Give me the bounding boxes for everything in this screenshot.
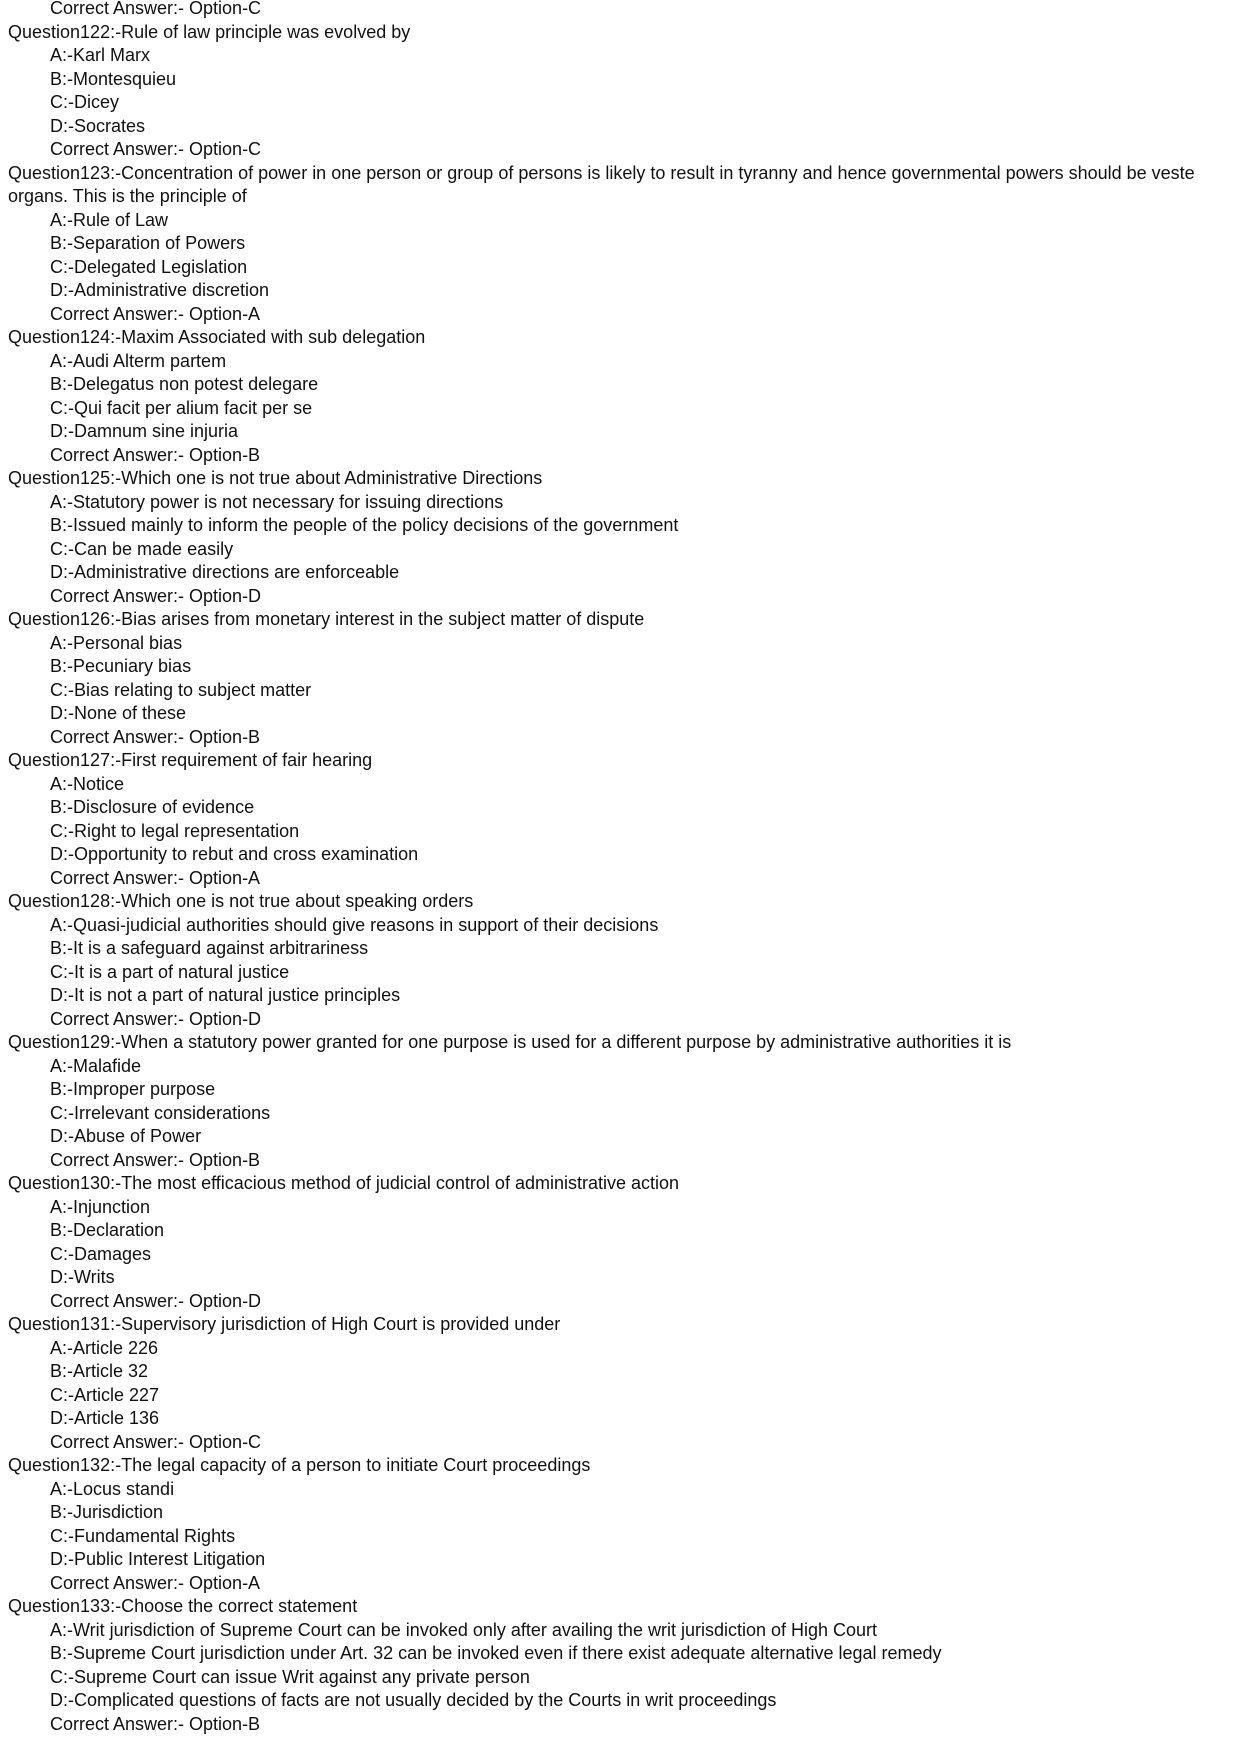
question-text: [8, 1313, 1240, 1337]
question-block: [8, 1031, 1240, 1172]
correct-answer: Correct Answer:- Option-B: [50, 1713, 261, 1734]
option-a: A:-Statutory power is not necessary for issuing directions: [50, 491, 504, 512]
option-c: C:-Damages: [50, 1243, 152, 1264]
option-c: C:-Dicey: [50, 92, 120, 112]
option-b: B:-Delegatus non potest delegare: [50, 374, 319, 394]
question-text: [8, 326, 1240, 350]
option-a: A:-Injunction: [50, 1196, 151, 1217]
question-text: [8, 749, 1240, 773]
question-number: Question133:-: [8, 1596, 122, 1616]
question-number: Question126:-: [8, 609, 122, 629]
question-text: [8, 1031, 1240, 1055]
question-number: Question125:-: [8, 468, 122, 488]
question-number: Question128:-: [8, 891, 122, 911]
question-block: [8, 890, 1240, 1031]
option-a: A:-Quasi-judicial authorities should give reasons in support of their decisions: [50, 914, 659, 935]
option-a: A:-Locus standi: [50, 1478, 175, 1499]
option-d: D:-None of these: [50, 703, 187, 723]
option-d: D:-Article 136: [50, 1408, 160, 1428]
option-c: C:-Irrelevant considerations: [50, 1102, 271, 1123]
option-c: C:-It is a part of natural justice: [50, 961, 290, 982]
option-a: A:-Rule of Law: [50, 209, 169, 230]
question-text: [8, 162, 1240, 209]
question-block: [8, 326, 1240, 467]
option-d: D:-Administrative directions are enforceable: [50, 562, 400, 582]
option-b: B:-Article 32: [50, 1361, 149, 1381]
question-block: [8, 1313, 1240, 1454]
option-d: D:-Damnum sine injuria: [50, 421, 239, 441]
correct-answer: Correct Answer:- Option-B: [50, 1149, 261, 1170]
question-stem: Bias arises from monetary interest in the subject matter of dispute: [121, 609, 645, 629]
question-text: [8, 467, 1240, 491]
question-number: Question130:-: [8, 1173, 122, 1193]
option-c: C:-Right to legal representation: [50, 820, 300, 841]
option-d: D:-Abuse of Power: [50, 1126, 202, 1146]
question-stem: Maxim Associated with sub delegation: [121, 327, 426, 347]
option-c: C:-Can be made easily: [50, 538, 234, 559]
question-text: [8, 1595, 1240, 1619]
question-number: Question132:-: [8, 1455, 122, 1475]
option-a: A:-Malafide: [50, 1055, 142, 1076]
question-stem: Choose the correct statement: [121, 1596, 358, 1616]
question-stem: Which one is not true about speaking orders: [121, 891, 474, 911]
question-list: [8, 21, 1240, 1737]
question-block: [8, 1172, 1240, 1313]
option-b: B:-Separation of Powers: [50, 233, 246, 253]
correct-answer: Correct Answer:- Option-B: [50, 726, 261, 747]
option-c: C:-Supreme Court can issue Writ against any private person: [50, 1666, 530, 1687]
option-d: D:-Complicated questions of facts are not usually decided by the Courts in writ proceedings: [50, 1690, 777, 1710]
question-number: Question124:-: [8, 327, 122, 347]
question-text: [8, 1454, 1240, 1478]
option-a: A:-Writ jurisdiction of Supreme Court can be invoked only after availing the writ jurisdiction of High Court: [50, 1619, 878, 1640]
leading-answer: Correct Answer:- Option-C: [50, 0, 262, 18]
question-text: [8, 608, 1240, 632]
option-d: D:-Socrates: [50, 115, 146, 136]
option-b: B:-Supreme Court jurisdiction under Art. 32 can be invoked even if there exist adequate alternative legal remedy: [50, 1643, 942, 1663]
question-block: [8, 749, 1240, 890]
question-block: [8, 1595, 1240, 1736]
option-c: C:-Delegated Legislation: [50, 256, 248, 277]
correct-answer: Correct Answer:- Option-A: [50, 867, 261, 888]
question-line: [8, 162, 1240, 186]
question-text: [8, 890, 1240, 914]
option-a: A:-Karl Marx: [50, 45, 151, 65]
option-c: C:-Article 227: [50, 1384, 160, 1405]
option-b: B:-Declaration: [50, 1220, 165, 1240]
question-stem: Rule of law principle was evolved by: [121, 21, 411, 42]
correct-answer: Correct Answer:- Option-D: [50, 1290, 262, 1311]
option-c: C:-Qui facit per alium facit per se: [50, 397, 313, 418]
question-stem: When a statutory power granted for one purpose is used for a different purpose by administrative authorities it is: [121, 1032, 1012, 1052]
option-b: B:-Jurisdiction: [50, 1502, 164, 1522]
question-block: [8, 21, 1240, 162]
option-d: D:-Writs: [50, 1267, 115, 1287]
question-block: [8, 467, 1240, 608]
correct-answer: Correct Answer:- Option-A: [50, 1572, 261, 1593]
question-number: Question122:-: [8, 21, 122, 42]
question-stem: Concentration of power in one person or group of persons is likely to result in tyranny and hence governmental powers should be veste: [121, 162, 1195, 183]
option-c: C:-Bias relating to subject matter: [50, 679, 312, 700]
option-d: D:-It is not a part of natural justice principles: [50, 985, 401, 1005]
correct-answer: Correct Answer:- Option-D: [50, 585, 262, 606]
question-stem: First requirement of fair hearing: [121, 750, 373, 770]
question-text: [8, 21, 1240, 45]
question-number: Question129:-: [8, 1032, 122, 1052]
question-stem-continued: organs. This is the principle of: [8, 186, 247, 206]
question-stem: Supervisory jurisdiction of High Court is provided under: [121, 1314, 561, 1334]
question-stem: Which one is not true about Administrative Directions: [121, 468, 543, 488]
question-stem: The most efficacious method of judicial control of administrative action: [121, 1173, 680, 1193]
question-block: [8, 608, 1240, 749]
option-d: D:-Administrative discretion: [50, 280, 270, 300]
option-a: A:-Notice: [50, 773, 125, 794]
correct-answer: Correct Answer:- Option-C: [50, 1431, 262, 1452]
option-a: A:-Personal bias: [50, 632, 183, 653]
option-b: B:-Montesquieu: [50, 68, 177, 89]
question-block: [8, 162, 1240, 327]
question-document: [8, 0, 1240, 1736]
option-b: B:-Pecuniary bias: [50, 656, 192, 676]
question-number: Question123:-: [8, 162, 122, 183]
question-block: [8, 1454, 1240, 1595]
correct-answer: Correct Answer:- Option-C: [50, 139, 262, 159]
option-a: A:-Article 226: [50, 1337, 159, 1358]
option-b: B:-It is a safeguard against arbitrariness: [50, 938, 369, 958]
correct-answer: Correct Answer:- Option-B: [50, 444, 261, 465]
option-d: D:-Public Interest Litigation: [50, 1549, 266, 1569]
option-b: B:-Improper purpose: [50, 1079, 216, 1099]
option-b: B:-Disclosure of evidence: [50, 797, 255, 817]
question-text: [8, 1172, 1240, 1196]
option-d: D:-Opportunity to rebut and cross examination: [50, 844, 419, 864]
correct-answer: Correct Answer:- Option-A: [50, 303, 261, 324]
question-number: Question131:-: [8, 1314, 122, 1334]
question-stem: The legal capacity of a person to initiate Court proceedings: [121, 1455, 591, 1475]
correct-answer: Correct Answer:- Option-D: [50, 1008, 262, 1029]
option-b: B:-Issued mainly to inform the people of the policy decisions of the government: [50, 515, 679, 535]
option-a: A:-Audi Alterm partem: [50, 350, 227, 371]
option-c: C:-Fundamental Rights: [50, 1525, 236, 1546]
question-number: Question127:-: [8, 750, 122, 770]
